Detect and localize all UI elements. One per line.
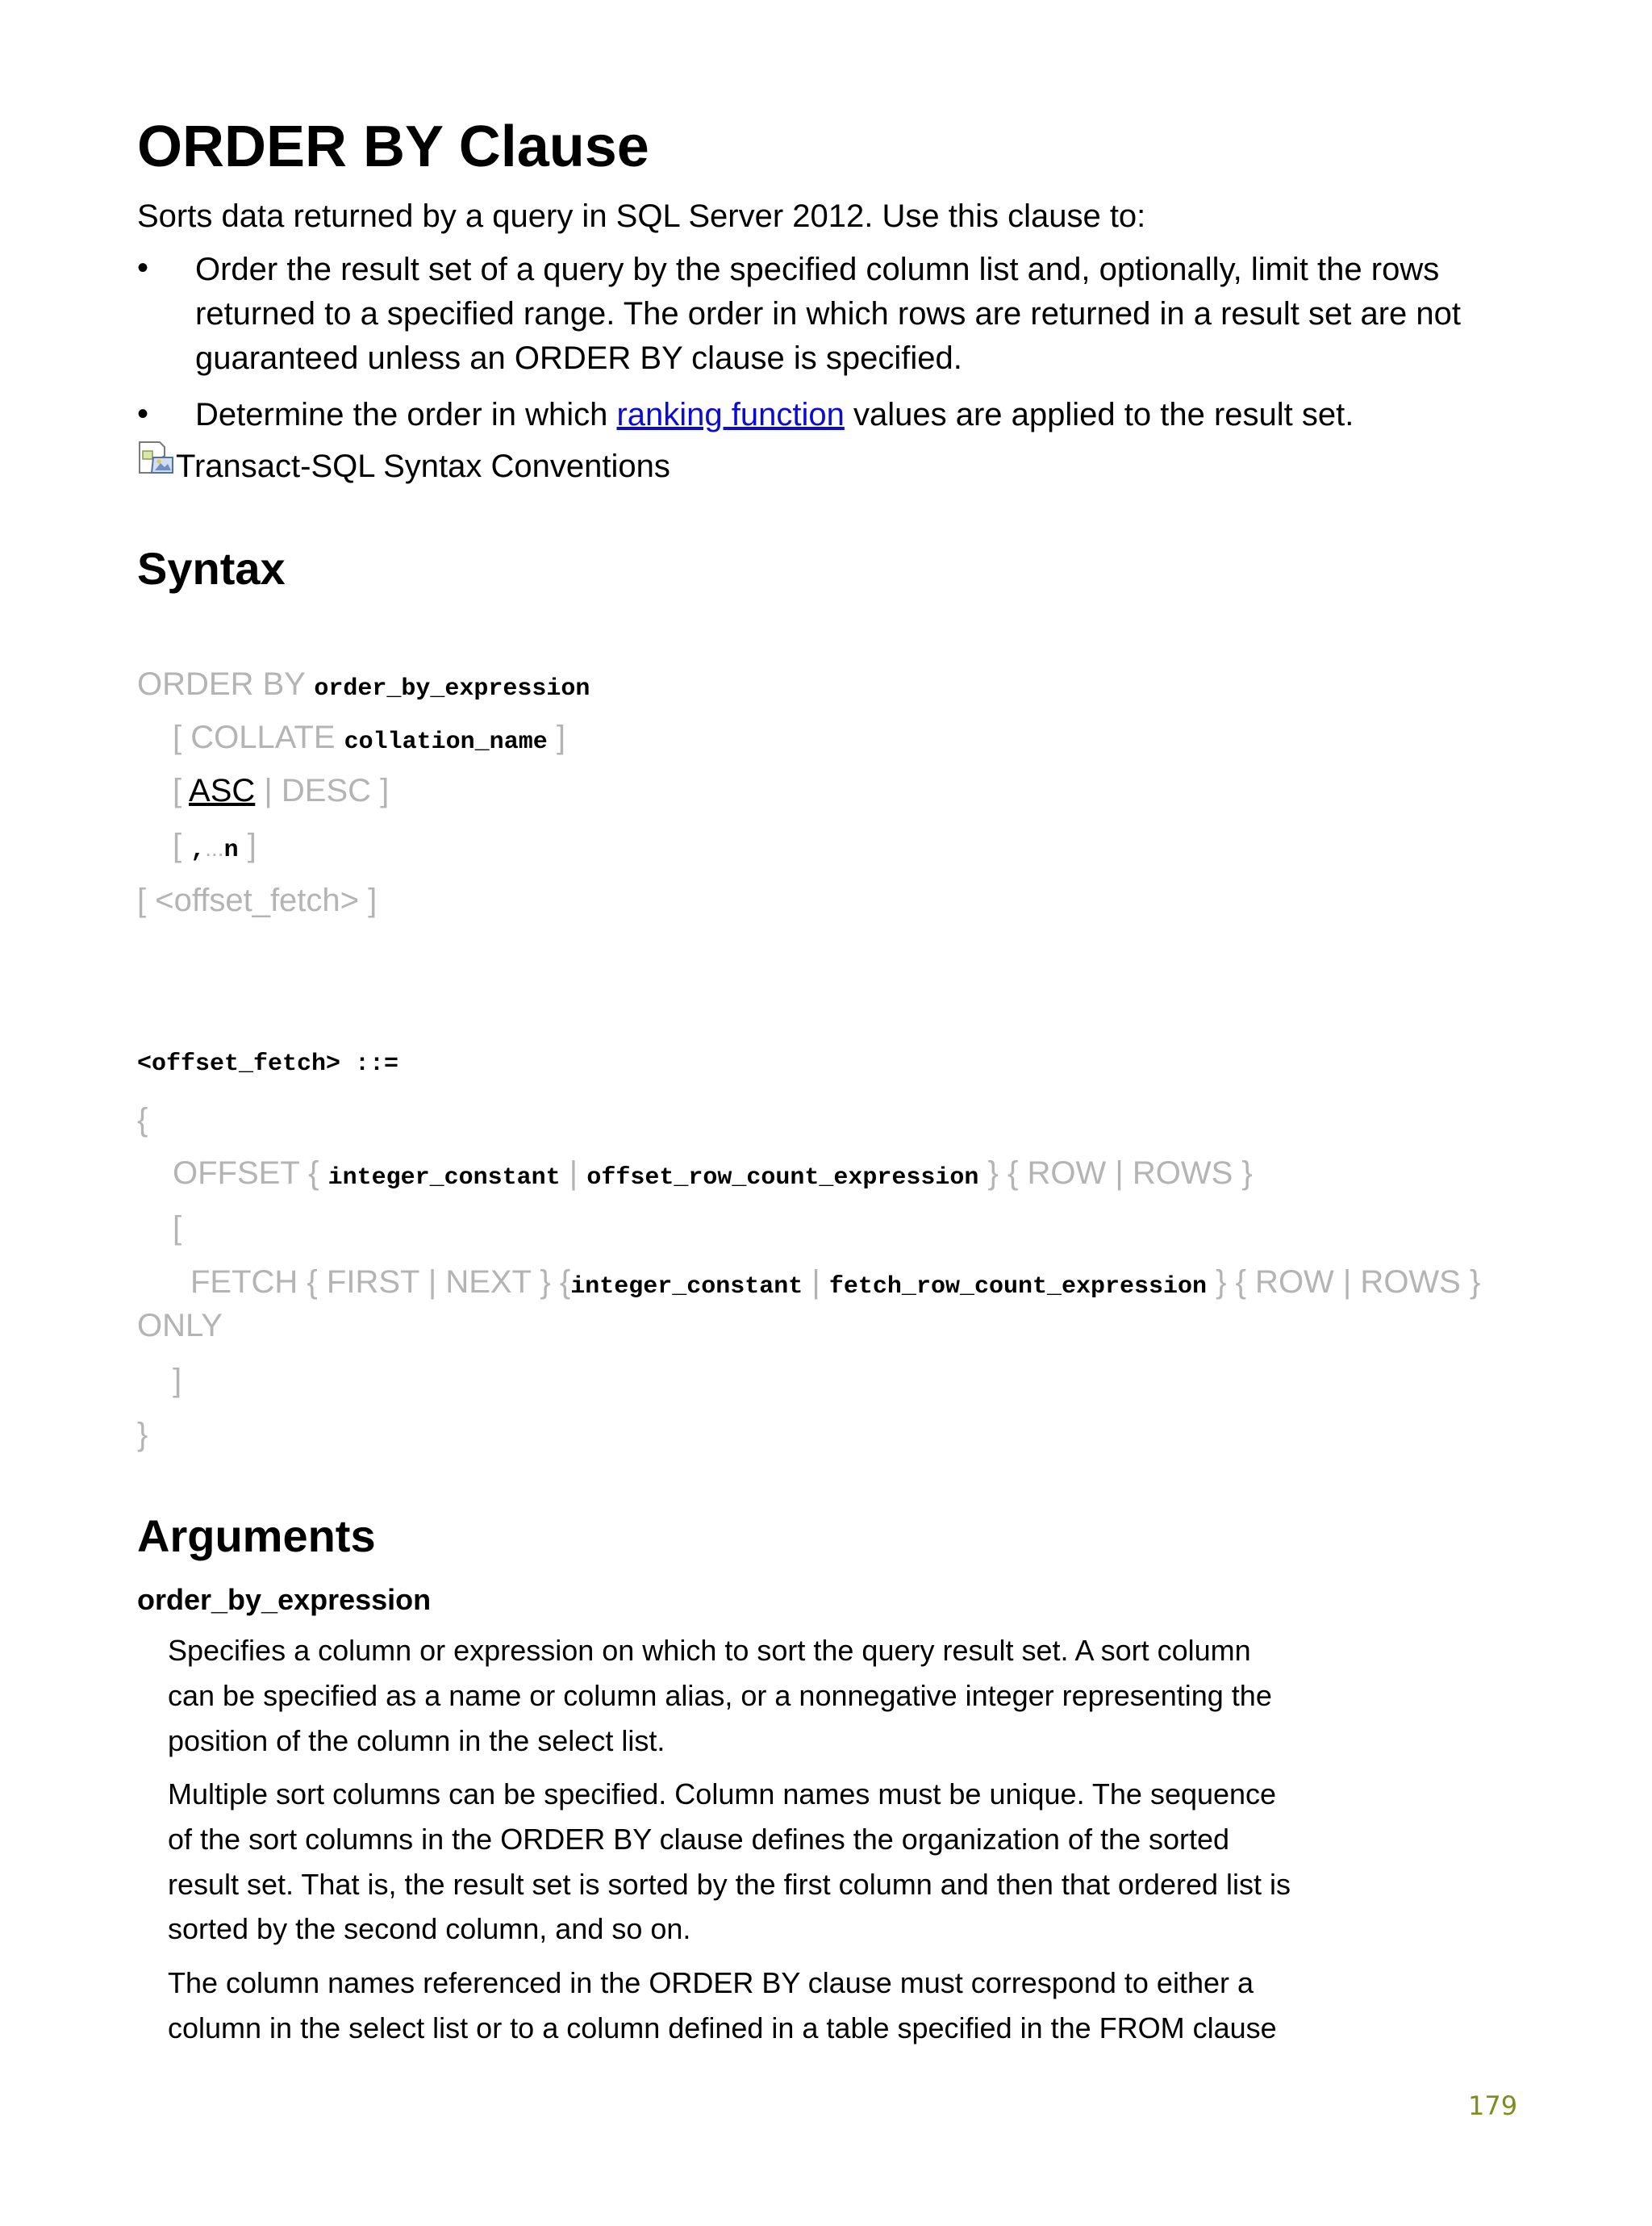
syntax-conventions-link[interactable]: Transact-SQL Syntax Conventions xyxy=(176,449,670,484)
desc-keyword: | DESC ] xyxy=(255,773,390,808)
paragraph-line: position of the column in the select list. xyxy=(168,1723,665,1757)
bullet-item-2 xyxy=(195,394,1354,436)
ranking-function-link[interactable]: ranking function xyxy=(616,397,845,432)
bullet-marker: • xyxy=(137,396,149,432)
argument-term: order_by_expression xyxy=(137,1583,432,1616)
fetch-row-count-expression-arg: fetch_row_count_expression xyxy=(828,1273,1207,1301)
fetch-bracket-open: [ xyxy=(173,1210,182,1246)
repeat-open: [ xyxy=(173,828,191,863)
argument-paragraph-3 xyxy=(168,1961,1277,2051)
paragraph-line: sorted by the second column, and so on. xyxy=(168,1912,691,1946)
asc-open: [ xyxy=(173,773,190,808)
offset-keyword: OFFSET { xyxy=(173,1155,328,1191)
argument-paragraph-1 xyxy=(168,1628,1272,1763)
arguments-heading: Arguments xyxy=(137,1510,376,1561)
bullet-1-line-3: guaranteed unless an ORDER BY clause is specified. xyxy=(195,340,962,376)
bullet-1-line-1: Order the result set of a query by the specified column list and, optionally, limit the rows xyxy=(195,252,1440,287)
syntax-heading: Syntax xyxy=(137,543,286,594)
repeat-close: ] xyxy=(238,828,257,863)
paragraph-line: The column names referenced in the ORDER BY clause must correspond to either a xyxy=(168,1966,1254,1999)
offset-row-rows: } { ROW | ROWS } xyxy=(978,1155,1253,1191)
fetch-row-rows: } { ROW | ROWS } xyxy=(1207,1264,1481,1300)
syntax-line-collate xyxy=(173,716,565,758)
syntax-line-order-by xyxy=(137,663,590,705)
repeat-ellipsis: ... xyxy=(205,836,224,861)
fetch-bracket-close: ] xyxy=(173,1363,182,1398)
paragraph-line: result set. That is, the result set is sorted by the first column and then that ordered list is xyxy=(168,1867,1291,1901)
syntax-line-fetch xyxy=(190,1261,1480,1303)
paragraph-line: Multiple sort columns can be specified. Column names must be unique. The sequence xyxy=(168,1777,1277,1810)
collate-keyword: [ COLLATE xyxy=(173,720,344,755)
syntax-line-repeat xyxy=(173,825,257,867)
collate-close: ] xyxy=(547,720,565,755)
offset-fetch-definition: <offset_fetch> ::= xyxy=(137,1050,399,1078)
paragraph-line: can be specified as a name or column alias, or a nonnegative integer representing the xyxy=(168,1678,1272,1712)
collation-name-arg: collation_name xyxy=(344,729,548,756)
bullet-1-line-2: returned to a specified range. The order in which rows are returned in a result set are not xyxy=(195,296,1462,332)
brace-open: { xyxy=(137,1102,148,1138)
pipe-separator: | xyxy=(560,1155,587,1191)
paragraph-line: Specifies a column or expression on which to sort the query result set. A sort column xyxy=(168,1634,1251,1667)
broken-image-icon xyxy=(137,440,176,475)
asc-default: ASC xyxy=(189,773,256,808)
page-number: 179 xyxy=(1468,2090,1518,2121)
syntax-line-asc-desc xyxy=(173,770,389,812)
offset-row-count-expression-arg: offset_row_count_expression xyxy=(586,1164,979,1192)
paragraph-line: of the sort columns in the ORDER BY clause defines the organization of the sorted xyxy=(168,1822,1230,1856)
syntax-line-offset xyxy=(173,1152,1253,1194)
repeat-comma: , xyxy=(190,837,206,864)
integer-constant-arg: integer_constant xyxy=(570,1273,803,1301)
fetch-keyword: FETCH { FIRST | NEXT } { xyxy=(190,1264,571,1300)
order-by-expression-arg: order_by_expression xyxy=(314,675,590,703)
repeat-n: n xyxy=(223,837,239,864)
page-title: ORDER BY Clause xyxy=(137,115,649,179)
pipe-separator: | xyxy=(803,1264,829,1300)
only-keyword: ONLY xyxy=(137,1308,223,1343)
paragraph-line: column in the select list or to a column defined in a table specified in the FROM clause xyxy=(168,2011,1277,2044)
bullet-2-post: values are applied to the result set. xyxy=(844,397,1354,432)
integer-constant-arg: integer_constant xyxy=(327,1164,561,1192)
order-by-keyword: ORDER BY xyxy=(137,666,315,702)
brace-close: } xyxy=(137,1417,148,1452)
argument-paragraph-2 xyxy=(168,1772,1291,1952)
bullet-marker: • xyxy=(137,250,149,286)
intro-text: Sorts data returned by a query in SQL Server 2012. Use this clause to: xyxy=(137,198,1146,234)
syntax-line-offset-fetch-ref: [ <offset_fetch> ] xyxy=(137,883,378,918)
bullet-item-1 xyxy=(195,248,1461,379)
bullet-2-pre: Determine the order in which xyxy=(195,397,617,432)
